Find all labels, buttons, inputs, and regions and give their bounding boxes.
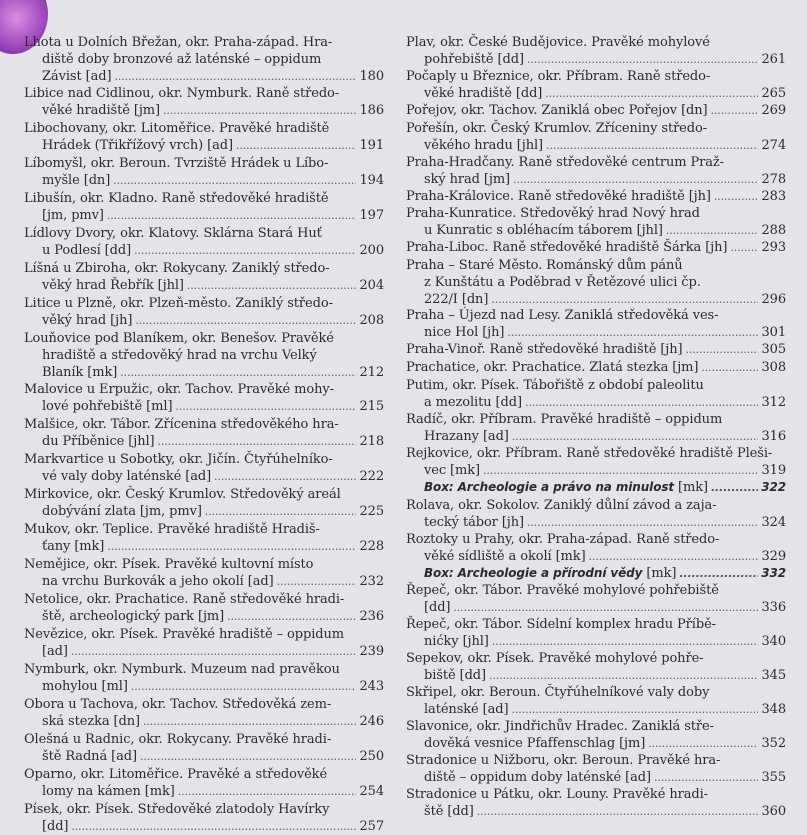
leader-dots bbox=[666, 222, 759, 239]
entry-last-line bbox=[24, 312, 384, 329]
entry-text-line: Počaply u Březnice, okr. Příbram. Raně středo- bbox=[406, 69, 711, 84]
index-entry bbox=[406, 341, 786, 358]
entry-text-line: dověká vesnice Pfaffenschlag [jm] bbox=[424, 736, 646, 752]
entry-text-line: Oparno, okr. Litoměřice. Pravěké a středověké bbox=[24, 767, 328, 783]
entry-last-line bbox=[406, 291, 786, 308]
leader-dots bbox=[143, 713, 357, 730]
leader-dots bbox=[648, 735, 758, 752]
entry-text-line: [jm, pmv] bbox=[42, 208, 104, 224]
entry-text-line: [dd] bbox=[42, 819, 69, 835]
leader-dots bbox=[214, 468, 356, 485]
index-entry bbox=[406, 205, 786, 239]
page-number: 191 bbox=[359, 138, 384, 154]
entry-last-line bbox=[24, 748, 384, 765]
entry-last-line bbox=[24, 468, 384, 485]
page-number: 352 bbox=[761, 736, 786, 752]
page-number: 355 bbox=[761, 770, 786, 786]
index-box-entry bbox=[406, 479, 786, 496]
index-entry bbox=[406, 120, 786, 154]
entry-last-line bbox=[406, 85, 786, 102]
index-entry bbox=[406, 188, 786, 205]
index-entry bbox=[24, 155, 384, 189]
entry-text-line: Slavonice, okr. Jindřichův Hradec. Zaniklá stře- bbox=[406, 719, 714, 735]
entry-last-line bbox=[406, 701, 786, 718]
leader-dots bbox=[114, 68, 356, 85]
leader-dots bbox=[507, 324, 758, 341]
entry-text-line: Libice nad Cidlinou, okr. Nymburk. Raně středo- bbox=[24, 86, 340, 102]
leader-dots bbox=[654, 769, 759, 786]
page-number: 236 bbox=[359, 609, 384, 625]
index-entry bbox=[24, 120, 384, 154]
entry-last-line bbox=[24, 207, 384, 224]
index-entry bbox=[406, 582, 786, 616]
entry-text-line: u Podlesí [dd] bbox=[42, 243, 132, 259]
page-number: 246 bbox=[359, 714, 384, 730]
leader-dots bbox=[679, 565, 758, 582]
index-entry bbox=[406, 257, 786, 308]
entry-last-line bbox=[406, 51, 786, 68]
leader-dots bbox=[227, 608, 356, 625]
page-number: 257 bbox=[359, 819, 384, 835]
entry-text-line: Praha-Královice. Raně středověké hradiště [jh] bbox=[406, 188, 711, 204]
entry-text-line: Hrádek (Třikřížový vrch) [ad] bbox=[42, 138, 233, 154]
page-number: 348 bbox=[761, 702, 786, 718]
leader-dots bbox=[453, 599, 758, 616]
entry-text-line: Obora u Tachova, okr. Tachov. Středověká zem- bbox=[24, 697, 332, 713]
index-entry bbox=[406, 718, 786, 752]
entry-author-tag: [mk] bbox=[646, 565, 677, 581]
leader-dots bbox=[277, 573, 357, 590]
entry-text-line: Olešná u Radnic, okr. Rokycany. Pravěké hradi- bbox=[24, 732, 332, 748]
entry-text-line: Praha-Vinoř. Raně středověké hradiště [jh] bbox=[406, 342, 683, 358]
leader-dots bbox=[107, 538, 356, 555]
index-entry bbox=[406, 34, 786, 68]
leader-dots bbox=[491, 291, 758, 308]
entry-text-line: Mirkovice, okr. Český Krumlov. Středověký areál bbox=[24, 487, 341, 503]
entry-text-line: biště [dd] bbox=[424, 668, 486, 684]
leader-dots bbox=[163, 102, 357, 119]
entry-text-line: Roztoky u Prahy, okr. Praha-západ. Raně středo- bbox=[406, 531, 720, 547]
leader-dots bbox=[711, 102, 759, 119]
entry-last-line bbox=[24, 643, 384, 660]
entry-text-line: ště [dd] bbox=[424, 804, 474, 820]
entry-last-line bbox=[24, 242, 384, 259]
entry-last-line bbox=[24, 608, 384, 625]
entry-last-line bbox=[24, 573, 384, 590]
entry-text-line: Řepeč, okr. Tábor. Sídelní komplex hradu Příbě- bbox=[406, 617, 716, 633]
leader-dots bbox=[120, 364, 356, 381]
entry-last-line bbox=[24, 277, 384, 294]
index-entry bbox=[24, 381, 384, 415]
page-number: 293 bbox=[761, 240, 786, 256]
index-entry bbox=[24, 190, 384, 224]
entry-text-line: Nemějice, okr. Písek. Pravěké kultovní místo bbox=[24, 557, 314, 573]
entry-last-line bbox=[406, 667, 786, 684]
entry-text-line: ťany [mk] bbox=[42, 539, 105, 555]
index-entry bbox=[406, 377, 786, 411]
page-number: 316 bbox=[761, 428, 786, 444]
entry-text-line: Praha-Kunratice. Středověký hrad Nový hrad bbox=[406, 206, 700, 222]
leader-dots bbox=[113, 172, 356, 189]
page-number: 312 bbox=[761, 394, 786, 410]
index-entry bbox=[406, 752, 786, 786]
entry-text-line: Rolava, okr. Sokolov. Zaniklý důlní závod a zaja- bbox=[406, 497, 717, 513]
entry-last-line bbox=[24, 137, 384, 154]
leader-dots bbox=[527, 51, 759, 68]
entry-last-line bbox=[406, 171, 786, 188]
entry-last-line bbox=[406, 479, 786, 496]
entry-text-line: Praha-Hradčany. Raně středověké centrum Praž- bbox=[406, 154, 724, 170]
page-number: 308 bbox=[761, 360, 786, 376]
entry-text-line: [ad] bbox=[42, 644, 68, 660]
index-entry bbox=[406, 411, 786, 445]
leader-dots bbox=[489, 667, 758, 684]
index-entry bbox=[406, 102, 786, 119]
index-entry bbox=[406, 616, 786, 650]
leader-dots bbox=[140, 748, 357, 765]
page-number: 265 bbox=[761, 86, 786, 101]
entry-text-line: věké hradiště [jm] bbox=[42, 103, 160, 119]
entry-text-line: [dd] bbox=[424, 600, 451, 616]
entry-last-line bbox=[406, 462, 786, 479]
index-entry bbox=[24, 330, 384, 381]
entry-text-line: dobývání zlata [jm, pmv] bbox=[42, 504, 202, 520]
page-number: 345 bbox=[761, 668, 786, 684]
index-entry bbox=[24, 451, 384, 485]
leader-dots bbox=[711, 479, 758, 496]
entry-text-line: Stradonice u Pátku, okr. Louny. Pravěké hradi- bbox=[406, 787, 708, 803]
entry-text-line: nice Hol [jh] bbox=[424, 325, 505, 341]
index-entry bbox=[24, 295, 384, 329]
index-entry bbox=[406, 307, 786, 341]
leader-dots bbox=[512, 428, 759, 445]
index-entry bbox=[406, 359, 786, 376]
entry-text-line: Pořešín, okr. Český Krumlov. Zříceniny středo- bbox=[406, 120, 708, 136]
leader-dots bbox=[131, 678, 357, 695]
entry-last-line bbox=[406, 769, 786, 786]
leader-dots bbox=[513, 171, 758, 188]
entry-last-line bbox=[406, 803, 786, 820]
page-number: 288 bbox=[761, 223, 786, 239]
page-number: 225 bbox=[359, 504, 384, 520]
entry-text-line: lové pohřebiště [ml] bbox=[42, 399, 173, 415]
index-entry bbox=[406, 68, 786, 102]
entry-text-line: Skřipel, okr. Beroun. Čtyřúhelníkové valy doby bbox=[406, 685, 710, 701]
leader-dots bbox=[71, 818, 356, 835]
entry-text-line: tecký tábor [jh] bbox=[424, 514, 524, 530]
entry-last-line bbox=[24, 102, 384, 119]
entry-text-line: Malšice, okr. Tábor. Zřícenina středověkého hra- bbox=[24, 417, 339, 433]
page-number: 332 bbox=[761, 565, 786, 580]
leader-dots bbox=[701, 359, 758, 376]
entry-last-line bbox=[406, 565, 786, 582]
entry-text-line: 222/I [dn] bbox=[424, 292, 489, 308]
entry-text-line: Nevězice, okr. Písek. Pravěké hradiště – oppidum bbox=[24, 627, 344, 643]
entry-text-line: du Příběnice [jhl] bbox=[42, 434, 155, 450]
entry-last-line bbox=[24, 68, 384, 85]
index-entry bbox=[24, 766, 384, 800]
entry-last-line bbox=[24, 783, 384, 800]
entry-text-line: nićky [jhl] bbox=[424, 634, 489, 650]
entry-text-line: hradiště a středověký hrad na vrchu Velký bbox=[42, 348, 317, 364]
page-number: 324 bbox=[761, 514, 786, 530]
index-entry bbox=[24, 521, 384, 555]
entry-text-line: Putim, okr. Písek. Tábořiště z období paleolitu bbox=[406, 377, 704, 393]
leader-dots bbox=[483, 462, 758, 479]
entry-last-line bbox=[24, 818, 384, 835]
leader-dots bbox=[236, 137, 357, 154]
page-number: 239 bbox=[359, 644, 384, 660]
entry-text-line: Blaník [mk] bbox=[42, 365, 118, 381]
index-entry bbox=[406, 154, 786, 188]
entry-text-line: Písek, okr. Písek. Středověké zlatodoly Havírky bbox=[24, 802, 330, 818]
entry-text-line: věkého hradu [jhl] bbox=[424, 137, 544, 153]
index-entry bbox=[406, 239, 786, 256]
leader-dots bbox=[714, 188, 759, 205]
page-number: 204 bbox=[359, 278, 384, 294]
page-number: 200 bbox=[359, 243, 384, 259]
page-number: 261 bbox=[761, 52, 786, 67]
entry-last-line bbox=[406, 222, 786, 239]
page-number: 305 bbox=[761, 342, 786, 358]
entry-text-line: Louňovice pod Blaníkem, okr. Benešov. Pravěké bbox=[24, 331, 334, 347]
page-number: 254 bbox=[359, 784, 384, 800]
index-entry bbox=[24, 416, 384, 450]
leader-dots bbox=[107, 207, 357, 224]
entry-text-line: Praha – Újezd nad Lesy. Zaniklá středověká ves- bbox=[406, 308, 719, 324]
entry-text-line: Plav, okr. České Budějovice. Pravěké mohylové bbox=[406, 35, 710, 50]
entry-text-line: myšle [dn] bbox=[42, 173, 111, 189]
page-number: 222 bbox=[359, 469, 384, 485]
entry-last-line bbox=[24, 433, 384, 450]
entry-text-line: Prachatice, okr. Prachatice. Zlatá stezka [jm] bbox=[406, 360, 699, 376]
entry-last-line bbox=[24, 713, 384, 730]
index-entry bbox=[24, 260, 384, 294]
entry-last-line bbox=[24, 364, 384, 381]
entry-text-line: lomy na kámen [mk] bbox=[42, 784, 175, 800]
index-entry bbox=[406, 786, 786, 820]
page-number: 322 bbox=[761, 479, 786, 494]
entry-text-line: vec [mk] bbox=[424, 462, 480, 478]
entry-text-line: ště, archeologický park [jm] bbox=[42, 609, 225, 625]
page-number: 250 bbox=[359, 749, 384, 765]
entry-text-line: Box: Archeologie a právo na minulost bbox=[424, 479, 675, 494]
entry-text-line: Nymburk, okr. Nymburk. Muzeum nad pravěkou bbox=[24, 662, 340, 678]
leader-dots bbox=[187, 277, 357, 294]
entry-last-line bbox=[406, 394, 786, 411]
index-entry bbox=[406, 684, 786, 718]
entry-text-line: Líšná u Zbiroha, okr. Rokycany. Zaniklý středo- bbox=[24, 261, 330, 277]
page-number: 212 bbox=[359, 365, 384, 381]
index-entry bbox=[24, 591, 384, 625]
entry-text-line: diště – oppidum doby laténské [ad] bbox=[424, 770, 651, 786]
index-entry bbox=[406, 497, 786, 531]
page-number: 283 bbox=[761, 188, 786, 204]
index-entry bbox=[24, 225, 384, 259]
entry-text-line: diště doby bronzové až laténské – oppidum bbox=[42, 52, 322, 67]
entry-text-line: ská stezka [dn] bbox=[42, 714, 140, 730]
leader-dots bbox=[525, 394, 759, 411]
entry-text-line: Litice u Plzně, okr. Plzeň-město. Zaniklý středo- bbox=[24, 296, 333, 312]
entry-text-line: Líbomyšl, okr. Beroun. Tvrziště Hrádek u Líbo- bbox=[24, 156, 329, 172]
page-number: 228 bbox=[359, 539, 384, 555]
entry-text-line: a mezolitu [dd] bbox=[424, 394, 522, 410]
page-number: 194 bbox=[359, 173, 384, 189]
entry-last-line bbox=[24, 503, 384, 520]
entry-text-line: Řepeč, okr. Tábor. Pravěké mohylové pohřebiště bbox=[406, 583, 719, 599]
page-number: 340 bbox=[761, 634, 786, 650]
index-entry bbox=[24, 801, 384, 835]
entry-text-line: Box: Archeologie a přírodní vědy bbox=[424, 565, 643, 580]
entry-text-line: Mukov, okr. Teplice. Pravěké hradiště Hradiš- bbox=[24, 522, 320, 538]
index-box-entry bbox=[406, 565, 786, 582]
entry-text-line: ště Radná [ad] bbox=[42, 749, 137, 765]
leader-dots bbox=[730, 239, 758, 256]
page-number: 301 bbox=[761, 325, 786, 341]
entry-last-line bbox=[406, 324, 786, 341]
entry-text-line: Malovice u Erpužic, okr. Tachov. Pravěké mohy- bbox=[24, 382, 334, 398]
leader-dots bbox=[546, 137, 758, 154]
entry-last-line bbox=[406, 633, 786, 650]
leader-dots bbox=[512, 701, 759, 718]
page-number: 197 bbox=[359, 208, 384, 224]
page-number: 278 bbox=[761, 171, 786, 187]
index-entry bbox=[24, 696, 384, 730]
leader-dots bbox=[134, 242, 356, 259]
entry-text-line: Pořejov, okr. Tachov. Zaniklá obec Pořejov [dn] bbox=[406, 103, 708, 118]
entry-last-line bbox=[406, 341, 786, 358]
entry-last-line bbox=[24, 538, 384, 555]
index-entry bbox=[24, 486, 384, 520]
entry-last-line bbox=[406, 188, 786, 205]
entry-text-line: Stradonice u Nižboru, okr. Beroun. Pravěké hra- bbox=[406, 753, 721, 769]
entry-text-line: mohylou [ml] bbox=[42, 679, 128, 695]
page-number: 218 bbox=[359, 434, 384, 450]
entry-last-line bbox=[24, 172, 384, 189]
page-number: 243 bbox=[359, 679, 384, 695]
leader-dots bbox=[158, 433, 357, 450]
leader-dots bbox=[175, 398, 356, 415]
entry-last-line bbox=[406, 548, 786, 565]
entry-text-line: věké sídliště a okolí [mk] bbox=[424, 548, 586, 564]
index-entry bbox=[24, 85, 384, 119]
leader-dots bbox=[205, 503, 357, 520]
index-entry bbox=[24, 34, 384, 85]
leader-dots bbox=[545, 85, 758, 102]
entry-last-line bbox=[406, 735, 786, 752]
entry-text-line: ský hrad [jm] bbox=[424, 171, 511, 187]
page-number: 319 bbox=[761, 462, 786, 478]
leader-dots bbox=[135, 312, 356, 329]
entry-text-line: Praha – Staré Město. Románský dům pánů bbox=[406, 258, 683, 274]
leader-dots bbox=[527, 514, 759, 531]
entry-text-line: Markvartice u Sobotky, okr. Jičín. Čtyřúhelníko- bbox=[24, 452, 333, 468]
entry-text-line: Radíč, okr. Příbram. Pravěké hradiště – oppidum bbox=[406, 411, 723, 427]
entry-last-line bbox=[406, 428, 786, 445]
page-number: 215 bbox=[359, 399, 384, 415]
page-number: 186 bbox=[359, 103, 384, 119]
entry-text-line: Netolice, okr. Prachatice. Raně středověké hradi- bbox=[24, 592, 345, 608]
page-number: 269 bbox=[761, 103, 786, 118]
entry-text-line: Sepekov, okr. Písek. Pravěké mohylové pohře- bbox=[406, 651, 704, 667]
leader-dots bbox=[492, 633, 759, 650]
page-number: 296 bbox=[761, 292, 786, 308]
leader-dots bbox=[685, 341, 758, 358]
index-entry bbox=[24, 626, 384, 660]
entry-text-line: věký hrad Řebřík [jhl] bbox=[42, 278, 184, 294]
entry-text-line: vé valy doby laténské [ad] bbox=[42, 469, 212, 485]
leader-dots bbox=[178, 783, 357, 800]
page-number: 274 bbox=[761, 137, 786, 153]
entry-text-line: u Kunratic s obléhacím táborem [jhl] bbox=[424, 223, 663, 239]
index-entry bbox=[406, 531, 786, 565]
entry-text-line: Lídlovy Dvory, okr. Klatovy. Sklárna Stará Huť bbox=[24, 226, 322, 242]
page-number: 329 bbox=[761, 548, 786, 564]
entry-text-line: věké hradiště [dd] bbox=[424, 86, 543, 101]
entry-text-line: Lhota u Dolních Břežan, okr. Praha-západ. Hra- bbox=[24, 35, 333, 50]
entry-text-line: Závist [ad] bbox=[42, 69, 112, 84]
page-number: 232 bbox=[359, 574, 384, 590]
index-entry bbox=[24, 556, 384, 590]
entry-text-line: laténské [ad] bbox=[424, 702, 509, 718]
page-number: 180 bbox=[359, 69, 384, 84]
entry-text-line: Praha-Liboc. Raně středověké hradiště Šárka [jh] bbox=[406, 240, 728, 256]
entry-last-line bbox=[406, 102, 786, 119]
leader-dots bbox=[477, 803, 759, 820]
entry-last-line bbox=[406, 514, 786, 531]
entry-author-tag: [mk] bbox=[678, 479, 708, 495]
entry-text-line: na vrchu Burkovák a jeho okolí [ad] bbox=[42, 574, 274, 590]
index-entry bbox=[406, 445, 786, 479]
entry-last-line bbox=[406, 359, 786, 376]
page-number: 360 bbox=[761, 804, 786, 820]
index-entry bbox=[24, 661, 384, 695]
entry-last-line bbox=[24, 678, 384, 695]
entry-last-line bbox=[406, 137, 786, 154]
entry-text-line: Libušín, okr. Kladno. Raně středověké hradiště bbox=[24, 191, 329, 207]
entry-text-line: Hrazany [ad] bbox=[424, 428, 509, 444]
leader-dots bbox=[71, 643, 357, 660]
entry-last-line bbox=[406, 599, 786, 616]
page-number: 336 bbox=[761, 600, 786, 616]
entry-text-line: Libochovany, okr. Litoměřice. Pravěké hradiště bbox=[24, 121, 330, 137]
index-entry bbox=[406, 650, 786, 684]
entry-last-line bbox=[406, 239, 786, 256]
leader-dots bbox=[589, 548, 759, 565]
entry-last-line bbox=[24, 398, 384, 415]
page-number: 208 bbox=[359, 313, 384, 329]
entry-text-line: Rejkovice, okr. Příbram. Raně středověké hradiště Pleši- bbox=[406, 445, 773, 461]
index-entry bbox=[24, 731, 384, 765]
entry-text-line: pohřebiště [dd] bbox=[424, 52, 524, 67]
entry-text-line: věký hrad [jh] bbox=[42, 313, 133, 329]
entry-text-line: z Kunštátu a Poděbrad v Řetězové ulici čp. bbox=[424, 275, 701, 291]
